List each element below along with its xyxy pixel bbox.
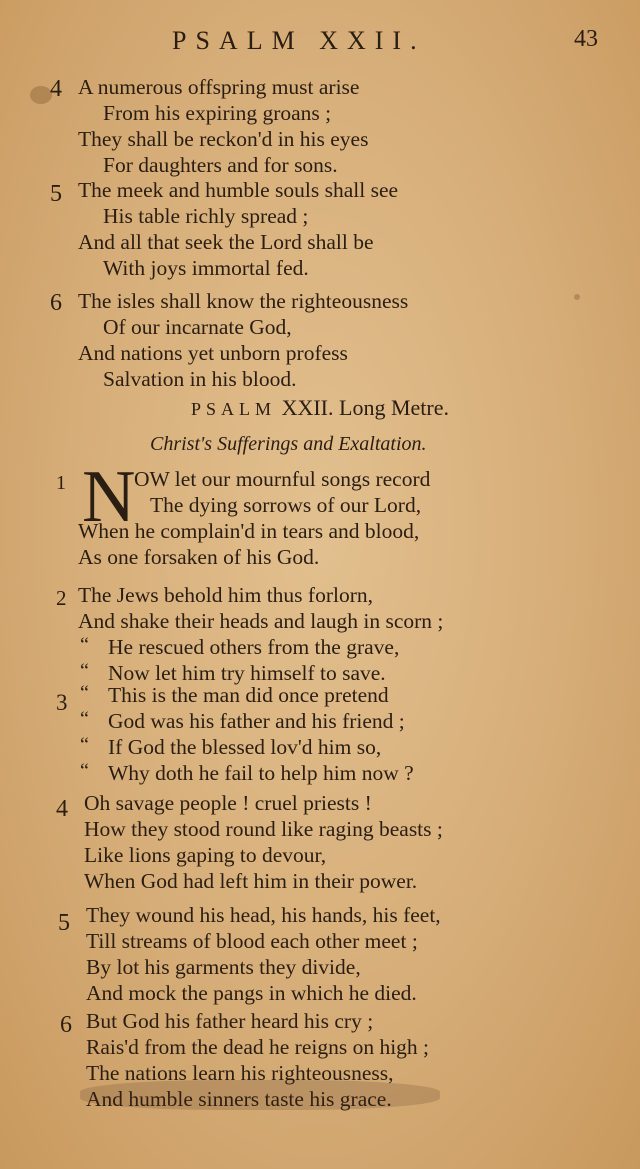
verse-line: They shall be reckon'd in his eyes [78,127,369,151]
verse-line: The nations learn his righteousness, [86,1061,394,1085]
verse-line: This is the man did once pretend [108,683,389,707]
quote-mark: “ [80,760,89,782]
ink-dot [574,294,580,300]
verse-line: Oh savage people ! cruel priests ! [84,791,372,815]
stanza-number: 5 [50,181,62,207]
drop-cap: N [82,456,136,538]
verse-line: And all that seek the Lord shall be [78,230,374,254]
quote-mark: “ [80,634,89,656]
psalm-subtitle: Christ's Sufferings and Exaltation. [150,433,427,455]
stanza-number: 6 [60,1012,72,1038]
quote-mark: “ [80,708,89,730]
verse-line: When God had left him in their power. [84,869,418,893]
verse-line: If God the blessed lov'd him so, [108,735,382,759]
psalm-number: XXII. [281,395,334,420]
verse-line: With joys immortal fed. [103,256,309,280]
verse-line: And shake their heads and laugh in scorn ; [78,609,444,633]
verse-line: The isles shall know the righteousness [78,289,409,313]
metre-label: Long Metre. [339,395,449,420]
verse-line: A numerous offspring must arise [78,75,360,99]
verse-line: Salvation in his blood. [103,367,297,391]
stanza-number: 6 [50,290,62,316]
verse-line: God was his father and his friend ; [108,709,405,733]
stanza-number: 5 [58,910,70,936]
verse-line: Like lions gaping to devour, [84,843,327,867]
verse-line: Of our incarnate God, [103,315,292,339]
verse-line: The dying sorrows of our Lord, [150,493,422,517]
quote-mark: “ [80,734,89,756]
quote-mark: “ [80,660,89,682]
page-smudge [80,1080,440,1110]
verse-line: He rescued others from the grave, [108,635,400,659]
verse-line: As one forsaken of his God. [78,545,320,569]
stanza-number: 2 [56,586,67,610]
verse-line: The meek and humble souls shall see [78,178,399,202]
verse-line: By lot his garments they divide, [86,955,361,979]
page-header [0,26,640,58]
verse-line: How they stood round like raging beasts ; [84,817,443,841]
verse-line: OW let our mournful songs record [134,467,431,491]
verse-line: When he complain'd in tears and blood, [78,519,420,543]
psalm-heading [0,395,640,421]
verse-line: And humble sinners taste his grace. [86,1087,392,1111]
psalm-label: PSALM [191,399,277,419]
verse-line: But God his father heard his cry ; [86,1009,374,1033]
running-title: PSALM XXII. [172,26,426,55]
verse-line: They wound his head, his hands, his feet, [86,903,441,927]
stanza-number: 3 [56,690,68,715]
verse-line: And mock the pangs in which he died. [86,981,417,1005]
stanza-number: 1 [56,472,66,494]
verse-line: From his expiring groans ; [103,101,332,125]
verse-line: Why doth he fail to help him now ? [108,761,414,785]
verse-line: For daughters and for sons. [103,153,338,177]
verse-line: His table richly spread ; [103,204,309,228]
ink-stain [30,86,52,104]
verse-line: And nations yet unborn profess [78,341,348,365]
verse-line: Till streams of blood each other meet ; [86,929,418,953]
quote-mark: “ [80,682,89,704]
stanza-number: 4 [56,796,68,822]
verse-line: Now let him try himself to save. [108,661,386,685]
stanza-number: 4 [50,76,62,102]
verse-line: Rais'd from the dead he reigns on high ; [86,1035,430,1059]
verse-line: The Jews behold him thus forlorn, [78,583,373,607]
page-number: 43 [574,26,598,52]
